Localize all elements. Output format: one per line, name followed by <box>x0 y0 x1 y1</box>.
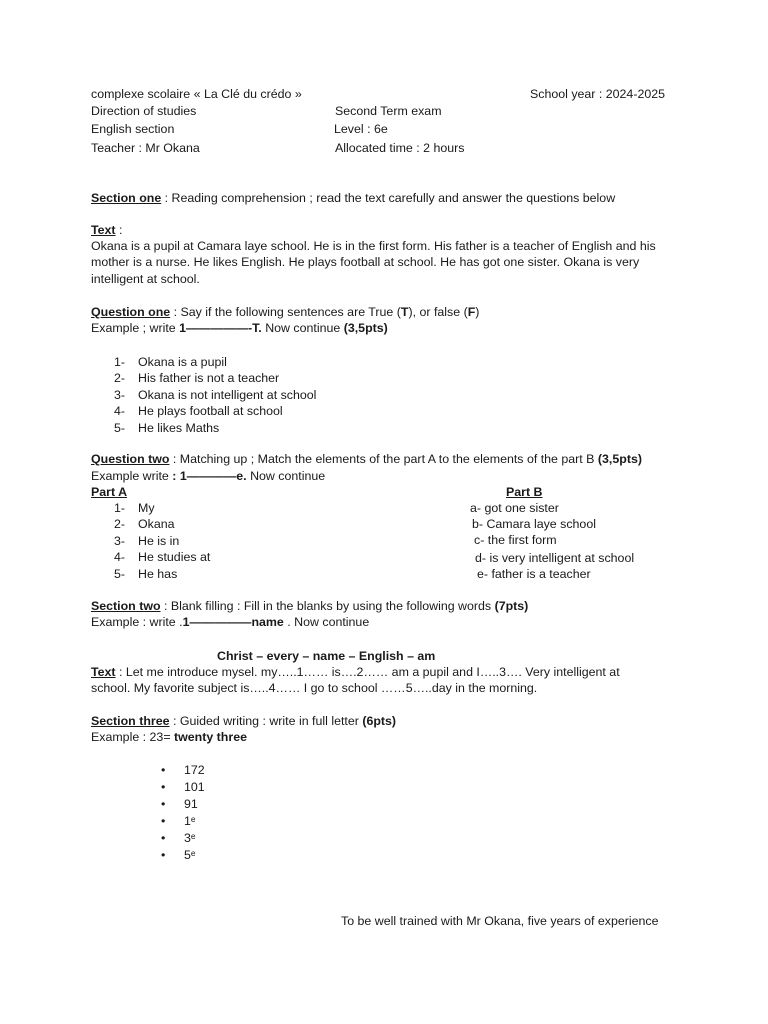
school-year: School year : 2024-2025 <box>530 87 666 101</box>
reading-text: Okana is a pupil at Camara laye school. He is in the first form. His father is a teacher of English and his mother is a nurse. He likes English. He plays football at school. He has got one sister. Okana is very intelligent at school. <box>91 239 656 286</box>
q1-ex-a: Example ; write <box>91 321 180 335</box>
s3-ex-a: Example : 23= <box>91 730 174 744</box>
section-two-title: Section two <box>91 599 161 613</box>
fill-text-line1-content: : Let me introduce mysel. my…..1…… is….2…… am a pupil and I…..3…. Very intelligent at <box>115 665 620 679</box>
list-item <box>114 403 316 419</box>
item-text: His father is not a teacher <box>138 371 280 386</box>
item-text: 172 <box>184 763 205 777</box>
q1-true-letter: T <box>400 305 409 319</box>
list-item <box>161 813 205 830</box>
item-text: He has <box>138 566 178 581</box>
list-item <box>114 549 210 565</box>
exam-name: Second Term exam <box>335 104 442 118</box>
s3-ex-answer: twenty three <box>174 730 247 744</box>
list-item <box>114 533 210 549</box>
list-item <box>114 370 316 386</box>
section-one-title: Section one <box>91 191 162 205</box>
item-number: 1- <box>114 501 126 515</box>
item-number: 3- <box>114 387 126 402</box>
item-number: 4- <box>114 550 126 565</box>
list-item <box>161 796 205 813</box>
part-b-item-c: c- the first form <box>474 533 557 547</box>
item-text: He likes Maths <box>138 420 220 435</box>
item-number: 1- <box>114 355 126 369</box>
s3-instr: : Guided writing : write in full letter <box>169 714 363 728</box>
part-b-title: Part B <box>506 485 543 499</box>
item-text: 1ᵉ <box>184 814 196 828</box>
item-text: 91 <box>184 797 198 811</box>
q1-instr-c: ) <box>475 305 480 319</box>
item-text: He is in <box>138 533 180 548</box>
text-label: Text <box>91 223 116 237</box>
s2-ex-answer: 1—————name <box>182 615 284 629</box>
section-three-example <box>91 729 247 745</box>
q2-instr: : Matching up ; Match the elements of the part A to the elements of the part B <box>169 452 598 466</box>
question-one-heading <box>91 304 479 320</box>
item-text: My <box>138 501 155 515</box>
q1-ex-answer: 1—————-T. <box>179 321 262 335</box>
fill-text-line-1 <box>91 664 620 680</box>
teacher-label: Teacher : Mr Okana <box>91 141 200 155</box>
question-one-example <box>91 320 388 336</box>
fill-text-line-2: school. My favorite subject is…..4…… I go to school ……5…..day in the morning. <box>91 681 538 695</box>
question-two-example <box>91 468 325 484</box>
item-text: Okana is not intelligent at school <box>138 387 317 402</box>
bullet-icon: • <box>161 814 166 828</box>
section-two-example <box>91 614 369 630</box>
item-number: 5- <box>114 566 126 581</box>
item-number: 3- <box>114 533 126 548</box>
s2-ex-c: . Now continue <box>283 615 370 629</box>
time-label: Allocated time : 2 hours <box>335 141 465 155</box>
level-label: Level : 6e <box>334 122 388 136</box>
question-two-title: Question two <box>91 452 170 466</box>
list-item <box>114 500 210 516</box>
q2-ex-c: Now continue <box>246 469 326 483</box>
footer-note: To be well trained with Mr Okana, five years of experience <box>341 914 659 928</box>
bullet-icon: • <box>161 780 166 794</box>
question-two-heading <box>91 451 642 467</box>
q2-points: (3,5pts) <box>597 452 642 466</box>
list-item <box>161 762 205 779</box>
bullet-icon: • <box>161 797 166 811</box>
section-three-heading <box>91 713 396 729</box>
part-b-item-e: e- father is a teacher <box>477 567 591 581</box>
question-one-title: Question one <box>91 305 171 319</box>
bullet-icon: • <box>161 763 166 777</box>
bullet-icon: • <box>161 831 166 845</box>
part-b-item-d: d- is very intelligent at school <box>475 551 635 565</box>
item-text: 101 <box>184 780 205 794</box>
school-name: complexe scolaire « La Clé du crédo » <box>91 87 302 101</box>
item-text: Okana is a pupil <box>138 355 227 369</box>
part-a-list <box>114 500 210 582</box>
item-number: 4- <box>114 404 126 419</box>
section-three-title: Section three <box>91 714 170 728</box>
text-label-colon: : <box>115 223 123 237</box>
q1-false-letter: F <box>467 305 476 319</box>
item-text: He plays football at school <box>138 404 283 419</box>
q1-instr-a: : Say if the following sentences are True ( <box>170 305 401 319</box>
q1-ex-c: Now continue <box>261 321 344 335</box>
item-number: 5- <box>114 420 126 435</box>
q2-ex-answer: : 1————e. <box>172 469 247 483</box>
text-heading <box>91 222 122 238</box>
section-two-heading <box>91 598 528 614</box>
list-item <box>114 566 210 582</box>
question-one-list <box>114 354 316 436</box>
list-item <box>114 516 210 532</box>
s2-points: (7pts) <box>494 599 529 613</box>
item-text: 5ᵉ <box>184 848 196 862</box>
q1-instr-b: ), or false ( <box>408 305 468 319</box>
item-text: He studies at <box>138 550 211 565</box>
q1-points: (3,5pts) <box>343 321 388 335</box>
section-three-list <box>161 762 205 864</box>
word-bank: Christ – every – name – English – am <box>217 649 436 663</box>
list-item <box>161 779 205 796</box>
direction-label: Direction of studies <box>91 104 197 118</box>
section-label: English section <box>91 122 175 136</box>
fill-text-label: Text <box>91 665 116 679</box>
s3-points: (6pts) <box>362 714 397 728</box>
q2-ex-a: Example write <box>91 469 173 483</box>
item-number: 2- <box>114 371 126 386</box>
part-b-item-b: b- Camara laye school <box>472 517 596 531</box>
section-one-instructions: : Reading comprehension ; read the text carefully and answer the questions below <box>161 191 616 205</box>
item-text: 3ᵉ <box>184 831 196 845</box>
item-number: 2- <box>114 517 126 532</box>
s2-ex-a: Example : write . <box>91 615 183 629</box>
s2-instr: : Blank filling : Fill in the blanks by using the following words <box>160 599 495 613</box>
list-item <box>114 420 316 436</box>
list-item <box>114 354 316 370</box>
list-item <box>114 387 316 403</box>
list-item <box>161 830 205 847</box>
bullet-icon: • <box>161 848 166 862</box>
list-item <box>161 847 205 864</box>
section-one-heading <box>91 190 615 206</box>
part-a-title: Part A <box>91 485 128 499</box>
part-b-item-a: a- got one sister <box>470 501 559 515</box>
item-text: Okana <box>138 517 175 532</box>
